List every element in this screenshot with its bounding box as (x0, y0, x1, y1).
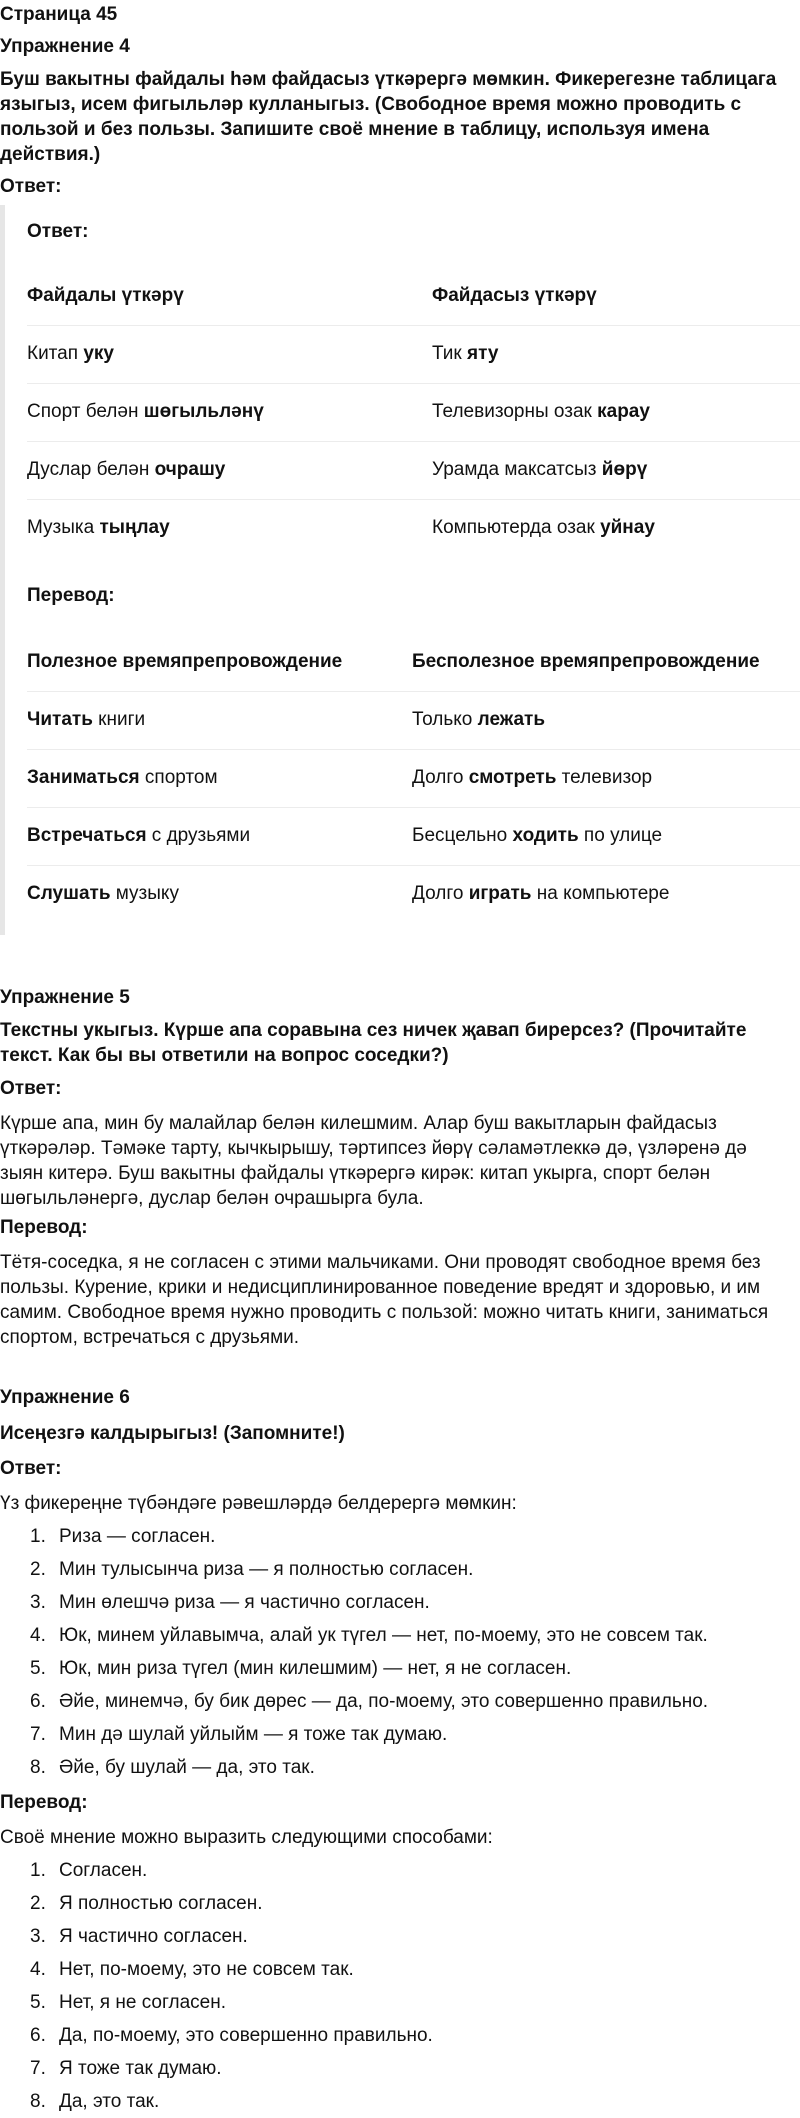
exercise-4-title: Упражнение 4 (0, 36, 130, 57)
tatar-cell-useless: Урамда максатсыз йөрү (432, 459, 648, 480)
tatar-table-row (27, 325, 800, 384)
russian-table-row (27, 807, 800, 866)
exercise-5-answer-label: Ответ: (0, 1078, 62, 1099)
tatar-table-row (27, 441, 800, 500)
exercise-6-translation-intro: Своё мнение можно выразить следующими способами: (0, 1827, 493, 1848)
inner-translation-label: Перевод: (27, 585, 115, 606)
tatar-table-row (27, 499, 800, 557)
exercise-6-task: Исеңезгә калдырыгыз! (Запомните!) (0, 1423, 345, 1444)
tatar-cell-useful: Спорт белән шөгыльләнү (27, 401, 264, 422)
russian-cell-useless: Бесцельно ходить по улице (412, 825, 663, 846)
exercise-5-translation-label: Перевод: (0, 1217, 88, 1238)
tatar-table-header (27, 267, 800, 326)
tatar-cell-useless: Тик яту (432, 343, 499, 364)
exercise-6-answer-label: Ответ: (0, 1458, 62, 1479)
tatar-header-useful: Файдалы үткәрү (27, 285, 184, 306)
russian-cell-useful: Заниматься спортом (27, 767, 218, 788)
russian-cell-useful: Слушать музыку (27, 883, 179, 904)
page-title: Страница 45 (0, 4, 118, 25)
tatar-header-useless: Файдасыз үткәрү (432, 285, 597, 306)
russian-header-useless: Бесполезное времяпрепровождение (412, 651, 760, 672)
tatar-cell-useful: Музыка тыңлау (27, 517, 170, 538)
tatar-cell-useful: Китап уку (27, 343, 114, 364)
exercise-5-answer-text: Күрше апа, мин бу малайлар белән килешмим. Алар буш вакытларын файдасыз үткәрәләр. Тәмәке тарту, кычкырышу, тәртипсез йөрү сәламәтлеккә дә, үзләренә дә зыян китерә. Буш вакытны файдалы үткәрергә кирәк: китап укырга, спорт белән шөгыльләнергә, дуслар белән очрашырга була. (0, 1113, 747, 1209)
exercise-4-answer-label: Ответ: (0, 176, 62, 197)
russian-header-useful: Полезное времяпрепровождение (27, 651, 343, 672)
exercise-6-title: Упражнение 6 (0, 1387, 130, 1408)
russian-cell-useful: Читать книги (27, 709, 146, 730)
answer-ordered-list: 1. Риза — согласен. 2. Мин тулысынча риза — я полностью согласен. 3. Мин өлешчә риза — я частично согласен. 4. Юк, минем уйлавымча, алай ук түгел — нет, по-моему, это не совсем так. 5. Юк, мин риза түгел (мин килешмим) — нет, я не согласен. 6. Әйе, минемчә, бу бик дөрес — да, по-моему, это совершенно правильно. 7. Мин дә шулай уйлыйм — я тоже так думаю. 8. Әйе, бу шулай — да, это так. (30, 1526, 709, 1778)
tatar-table-row (27, 383, 800, 442)
russian-cell-useless: Только лежать (412, 709, 546, 730)
tatar-cell-useless: Компьютерда озак уйнау (432, 517, 655, 538)
russian-table-header (27, 633, 800, 692)
exercise-5-task: Текстны укыгыз. Күрше апа соравына сез ничек җавап бирерсез? (Прочитайте текст. Как бы вы ответили на вопрос соседки?) (0, 1020, 747, 1066)
exercise-4-task: Буш вакытны файдалы һәм файдасыз үткәрергә мөмкин. Фикерегезне таблицага языгыз, исем фигыльләр кулланыгыз. (Свободное время можно проводить с пользой и без пользы. Запишите своё мнение в таблицу, используя имена действия.) (0, 69, 777, 165)
exercise-6-answer-intro: Үз фикереңне түбәндәге рәвешләрдә белдерергә мөмкин: (0, 1493, 517, 1514)
russian-table-row (27, 865, 800, 923)
exercise-5-translation-text: Тётя-соседка, я не согласен с этими мальчиками. Они проводят свободное время без пользы. Курение, крики и недисциплинированное поведение вредят и здоровью, и им самим. Свободное время нужно проводить с пользой: можно читать книги, заниматься спортом, встречаться с друзьями. (0, 1252, 769, 1348)
exercise-4-answer-block (0, 205, 800, 935)
russian-table-row (27, 691, 800, 750)
tatar-cell-useful: Дуслар белән очрашу (27, 459, 226, 480)
tatar-cell-useless: Телевизорны озак карау (432, 401, 650, 422)
inner-answer-label: Ответ: (27, 221, 89, 242)
exercise-5-title: Упражнение 5 (0, 987, 130, 1008)
russian-cell-useful: Встречаться с друзьями (27, 825, 251, 846)
exercise-6-translation-label: Перевод: (0, 1792, 88, 1813)
russian-cell-useless: Долго играть на компьютере (412, 883, 670, 904)
russian-cell-useless: Долго смотреть телевизор (412, 767, 653, 788)
translation-ordered-list: 1. Согласен. 2. Я полностью согласен. 3. Я частично согласен. 4. Нет, по-моему, это не совсем так. 5. Нет, я не согласен. 6. Да, по-моему, это совершенно правильно. 7. Я тоже так думаю. 8. Да, это так. (30, 1860, 433, 2112)
russian-table-row (27, 749, 800, 808)
